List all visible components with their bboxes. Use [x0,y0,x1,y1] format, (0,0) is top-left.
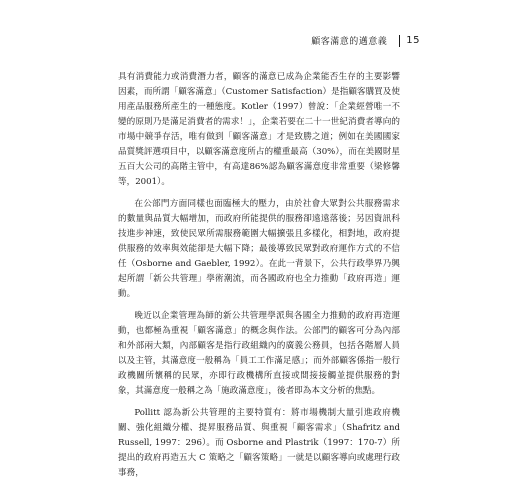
paragraph-2: 在公部門方面同樣也面臨極大的壓力，由於社會大眾對公共服務需求的數量與品質大幅增加，而政府所能提供的服務卻遠遠落後；另因資訊科技進步神速，致使民眾所需服務範圍大幅擴張且多樣化，相對地，政府提供服務的效率與效能卻是大幅下降；最後導致民眾對政府運作方式的不信任（Osborne and Gaebler, 1992）。在此一背景下，公共行政學界乃興起所謂「新公共管理」學術潮流，而各國政府也全力推動「政府再造」運動。 [118,199,400,299]
page-number: 15 [406,35,420,46]
running-header [311,34,420,47]
header-divider [399,35,400,47]
paragraph-4: Pollitt 認為新公共管理的主要特質有：將市場機制大量引進政府機關、強化組織分權、提昇服務品質、與重視「顧客需求」（Shafritz and Russell, 1997：296）。而 Osborne and Plastrik（1997：170-7）所提出的政府再造五大 C 策略之「顧客策略」一就是以顧客導向或處理行政事務， [118,408,400,478]
paragraph-3: 晚近以企業管理為師的新公共管理學派與各國全力推動的政府再造運動，也都極為重視「顧客滿意」的概念與作法。公部門的顧客可分為內部和外部兩大類，內部顧客是指行政組織內的廣義公務員，包括各階層人員以及主管，其滿意度一般稱為「員工工作滿足感」；而外部顧客係指一般行政機關所懷稱的民眾，亦即行政機構所直接或間接接觸並提供服務的對象，其滿意度一般稱之為「施政滿意度」，後者即為本文分析的焦點。 [118,311,400,396]
running-header-title: 顧客滿意的邁意義 [311,37,388,47]
body-text [118,70,400,488]
paragraph-1: 具有消費能力或消費潛力者，顧客的滿意已成為企業能否生存的主要影響因素，而所謂「顧客滿意」（Customer Satisfaction）是指顧客購買及使用產品服務所產生的一種態度。Kotler（1997）曾說：「企業經營唯一不變的原則乃是滿足消費者的需求！」，企業若要在二十一世紀消費者導向的市場中競爭存活，唯有做到「顧客滿意」才是致勝之道；例如在美國國家品質獎評選項目中，以顧客滿意度所占的權重最高（30%），而在美國財星五百大公司的高階主管中，有高達86%認為顧客滿意度非常重要（梁修馨等，2001）。 [118,72,400,187]
